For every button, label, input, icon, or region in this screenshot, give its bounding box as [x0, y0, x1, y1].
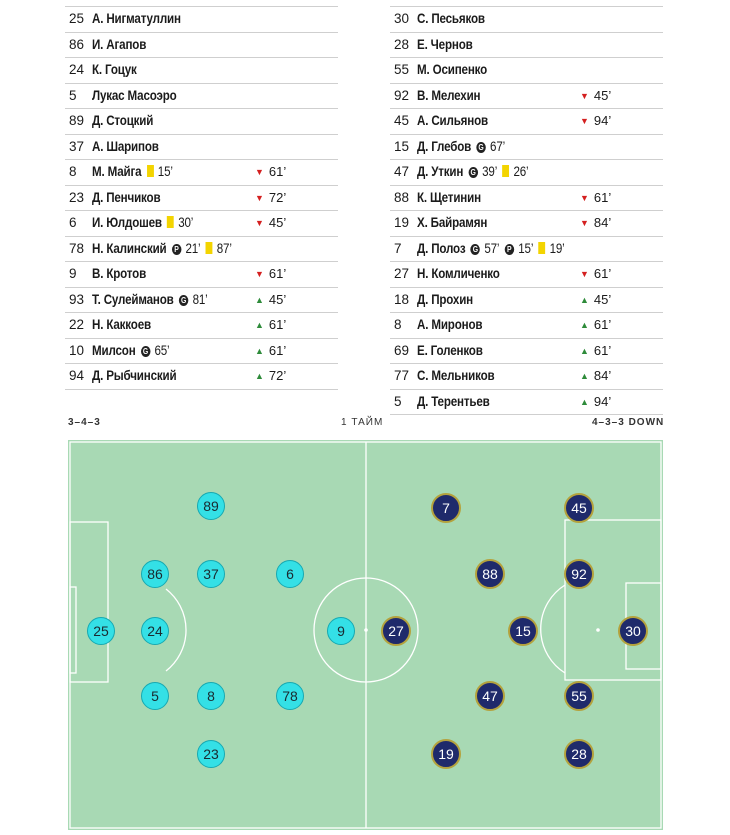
- player-name: М. Осипенко: [417, 62, 488, 77]
- player-number: 18: [394, 291, 410, 307]
- player-number: 37: [69, 138, 85, 154]
- sub-in-arrow-icon: ▲: [255, 320, 264, 330]
- yellow-card-icon: [502, 165, 509, 177]
- event-minute: 30’: [178, 215, 194, 230]
- player-name: А. Сильянов: [417, 113, 489, 128]
- player-number: 45: [394, 113, 410, 128]
- match-event: [147, 160, 173, 184]
- player-number: 23: [69, 189, 85, 205]
- player-row: [390, 57, 663, 83]
- player-row: [390, 134, 663, 160]
- player-number: 5: [394, 393, 402, 409]
- sub-out-arrow-icon: ▼: [255, 269, 264, 279]
- substituted-off: [255, 262, 286, 286]
- substituted-off: [580, 262, 611, 286]
- sub-out-arrow-icon: ▼: [255, 167, 264, 177]
- player-name: Д. Пенчиков: [92, 189, 161, 205]
- player-row: [390, 32, 663, 58]
- goal-icon: G: [468, 167, 477, 178]
- sub-minute: 72’: [268, 189, 287, 205]
- yellow-card-icon: [206, 242, 213, 254]
- event-minute: 26’: [513, 164, 529, 179]
- player-row: [390, 261, 663, 287]
- goal-icon: G: [141, 346, 150, 357]
- home-player-marker: 6: [276, 560, 304, 588]
- left-team-roster: [65, 6, 338, 390]
- player-number: 10: [69, 342, 85, 358]
- player-row: [65, 287, 338, 313]
- player-row: [390, 185, 663, 211]
- home-player-marker: 37: [197, 560, 225, 588]
- player-name: В. Мелехин: [417, 87, 481, 103]
- substituted-off: [580, 109, 611, 133]
- match-event: [471, 237, 500, 261]
- match-event: [538, 237, 564, 261]
- event-minute: 81’: [192, 291, 208, 307]
- player-number: 88: [394, 189, 410, 205]
- player-number: 15: [394, 138, 410, 154]
- sub-out-arrow-icon: ▼: [580, 90, 589, 101]
- player-number: 78: [69, 240, 85, 256]
- event-minute: 65’: [154, 342, 170, 358]
- sub-out-arrow-icon: ▼: [580, 116, 589, 126]
- player-name: Н. Комличенко: [417, 266, 500, 281]
- home-player-marker: 9: [327, 617, 355, 645]
- away-player-marker: 19: [431, 739, 461, 769]
- player-name: Н. Каккоев: [92, 317, 151, 332]
- match-event: [468, 160, 497, 184]
- right-formation-label: 4–3–3 DOWN: [592, 417, 665, 428]
- home-player-marker: 78: [276, 682, 304, 710]
- player-number: 8: [394, 317, 402, 332]
- player-name: Д. Полоз G 57’ P 15’ 19’: [417, 237, 565, 261]
- away-player-marker: 47: [475, 681, 505, 711]
- sub-out-arrow-icon: ▼: [255, 218, 264, 228]
- sub-out-arrow-icon: ▼: [580, 269, 589, 279]
- player-row: [390, 312, 663, 338]
- player-number: 92: [394, 87, 410, 103]
- player-number: 30: [394, 11, 410, 26]
- sub-minute: 61’: [268, 342, 287, 358]
- sub-in-arrow-icon: ▲: [255, 345, 264, 356]
- player-name: Лукас Масоэро: [92, 87, 177, 103]
- yellow-card-icon: [538, 242, 545, 254]
- penalty-goal-icon: P: [172, 244, 181, 255]
- sub-minute: 84’: [593, 215, 612, 230]
- substituted-on: [580, 313, 611, 337]
- left-formation-label: 3–4–3: [68, 417, 101, 428]
- player-row: [65, 185, 338, 211]
- player-row: [65, 159, 338, 185]
- substituted-on: [580, 339, 611, 363]
- player-number: 7: [394, 240, 402, 256]
- event-minute: 19’: [549, 240, 565, 256]
- player-number: 22: [69, 317, 85, 332]
- event-minute: 21’: [185, 240, 201, 256]
- player-row: [65, 338, 338, 364]
- player-number: 25: [69, 11, 85, 26]
- player-name: Д. Стоцкий: [92, 113, 154, 128]
- player-row: [390, 338, 663, 364]
- penalty-goal-icon: P: [504, 244, 513, 255]
- sub-minute: 45’: [268, 215, 287, 230]
- player-number: 93: [69, 291, 85, 307]
- player-name: К. Щетинин: [417, 189, 481, 205]
- player-name: И. Агапов: [92, 36, 147, 52]
- player-number: 24: [69, 62, 85, 77]
- player-row: [390, 210, 663, 236]
- sub-in-arrow-icon: ▲: [580, 294, 589, 305]
- player-row: [390, 83, 663, 109]
- player-number: 94: [69, 368, 85, 383]
- player-row: [390, 159, 663, 185]
- match-event: [179, 288, 208, 312]
- player-row: [65, 261, 338, 287]
- sub-minute: 94’: [593, 113, 612, 128]
- away-player-marker: 7: [431, 493, 461, 523]
- event-minute: 57’: [484, 240, 500, 256]
- player-row: [65, 134, 338, 160]
- substituted-off: [255, 160, 286, 184]
- match-event: [502, 160, 528, 184]
- sub-minute: 45’: [593, 291, 612, 307]
- sub-in-arrow-icon: ▲: [580, 320, 589, 330]
- player-name: М. Майга 15’: [92, 160, 173, 184]
- substituted-on: [580, 390, 611, 414]
- away-player-marker: 15: [508, 616, 538, 646]
- player-name: В. Кротов: [92, 266, 147, 281]
- player-row: [390, 389, 663, 416]
- goal-icon: G: [179, 295, 188, 306]
- sub-minute: 61’: [268, 164, 287, 179]
- player-number: 86: [69, 36, 85, 52]
- player-number: 9: [69, 266, 77, 281]
- player-name: А. Миронов: [417, 317, 483, 332]
- player-number: 69: [394, 342, 410, 358]
- sub-in-arrow-icon: ▲: [580, 371, 589, 381]
- substituted-on: [255, 364, 286, 388]
- player-number: 55: [394, 62, 410, 77]
- away-player-marker: 27: [381, 616, 411, 646]
- sub-minute: 61’: [593, 342, 612, 358]
- away-player-marker: 88: [475, 559, 505, 589]
- substituted-on: [255, 288, 286, 312]
- sub-in-arrow-icon: ▲: [255, 371, 264, 381]
- event-minute: 87’: [216, 240, 232, 256]
- home-player-marker: 24: [141, 617, 169, 645]
- player-row: [65, 363, 338, 390]
- yellow-card-icon: [167, 216, 174, 228]
- player-number: 8: [69, 164, 77, 179]
- player-number: 77: [394, 368, 410, 383]
- player-row: [65, 236, 338, 262]
- player-row: [65, 210, 338, 236]
- player-row: [65, 32, 338, 58]
- event-minute: 39’: [482, 164, 498, 179]
- player-name: С. Песьяков: [417, 11, 485, 26]
- sub-minute: 61’: [268, 317, 287, 332]
- home-player-marker: 89: [197, 492, 225, 520]
- home-player-marker: 86: [141, 560, 169, 588]
- match-event: [476, 135, 505, 159]
- player-name: Е. Голенков: [417, 342, 483, 358]
- player-name: Н. Калинский P 21’ 87’: [92, 237, 232, 261]
- football-pitch: [68, 440, 663, 830]
- player-row: [65, 6, 338, 32]
- sub-out-arrow-icon: ▼: [580, 218, 589, 228]
- player-number: 28: [394, 36, 410, 52]
- player-row: [65, 57, 338, 83]
- player-name: Д. Терентьев: [417, 393, 490, 409]
- away-player-marker: 45: [564, 493, 594, 523]
- substituted-on: [580, 364, 611, 388]
- player-row: [390, 108, 663, 134]
- player-row: [65, 83, 338, 109]
- player-number: 5: [69, 87, 77, 103]
- sub-minute: 72’: [268, 368, 287, 383]
- player-name: Милсон G 65’: [92, 339, 169, 363]
- home-player-marker: 25: [87, 617, 115, 645]
- half-label: 1 ТАЙМ: [341, 417, 384, 428]
- player-row: [390, 236, 663, 262]
- player-number: 19: [394, 215, 410, 230]
- substituted-off: [580, 84, 611, 108]
- home-player-marker: 8: [197, 682, 225, 710]
- away-player-marker: 30: [618, 616, 648, 646]
- player-row: [65, 312, 338, 338]
- match-event: [504, 237, 533, 261]
- sub-in-arrow-icon: ▲: [580, 396, 589, 407]
- sub-minute: 84’: [593, 368, 612, 383]
- sub-minute: 61’: [268, 266, 287, 281]
- home-player-marker: 5: [141, 682, 169, 710]
- sub-out-arrow-icon: ▼: [255, 192, 264, 203]
- player-name: Д. Рыбчинский: [92, 368, 177, 383]
- away-player-marker: 55: [564, 681, 594, 711]
- player-name: И. Юлдошев 30’: [92, 211, 193, 235]
- substituted-on: [255, 339, 286, 363]
- player-row: [390, 287, 663, 313]
- event-minute: 67’: [490, 138, 506, 154]
- sub-minute: 45’: [593, 87, 612, 103]
- sub-minute: 94’: [593, 393, 612, 409]
- substituted-on: [580, 288, 611, 312]
- substituted-off: [580, 186, 611, 210]
- player-name: Д. Уткин G 39’ 26’: [417, 160, 528, 184]
- player-name: К. Гоцук: [92, 62, 137, 77]
- player-row: [65, 108, 338, 134]
- player-name: Х. Байрамян: [417, 215, 488, 230]
- away-player-marker: 92: [564, 559, 594, 589]
- away-player-marker: 28: [564, 739, 594, 769]
- player-name: Д. Прохин: [417, 291, 474, 307]
- substituted-off: [255, 211, 286, 235]
- goal-icon: G: [471, 244, 480, 255]
- player-name: Е. Чернов: [417, 36, 473, 52]
- sub-in-arrow-icon: ▲: [255, 294, 264, 305]
- match-event: [206, 237, 232, 261]
- home-player-marker: 23: [197, 740, 225, 768]
- sub-minute: 61’: [593, 266, 612, 281]
- right-team-roster: [390, 6, 663, 415]
- player-row: [390, 363, 663, 389]
- player-row: [390, 6, 663, 32]
- substituted-on: [255, 313, 286, 337]
- player-name: А. Шарипов: [92, 138, 159, 154]
- event-minute: 15’: [518, 240, 534, 256]
- player-number: 6: [69, 215, 77, 230]
- player-name: С. Мельников: [417, 368, 495, 383]
- player-name: Т. Сулейманов G 81’: [92, 288, 208, 312]
- substituted-off: [580, 211, 611, 235]
- sub-out-arrow-icon: ▼: [580, 192, 589, 203]
- sub-minute: 45’: [268, 291, 287, 307]
- event-minute: 15’: [157, 164, 173, 179]
- match-event: [167, 211, 193, 235]
- player-number: 89: [69, 113, 85, 128]
- goal-icon: G: [476, 142, 485, 153]
- player-name: А. Нигматуллин: [92, 11, 181, 26]
- sub-minute: 61’: [593, 189, 612, 205]
- substituted-off: [255, 186, 286, 210]
- match-event: [141, 339, 170, 363]
- player-number: 47: [394, 164, 410, 179]
- match-event: [172, 237, 201, 261]
- player-number: 27: [394, 266, 410, 281]
- sub-minute: 61’: [593, 317, 612, 332]
- yellow-card-icon: [147, 165, 154, 177]
- player-name: Д. Глебов G 67’: [417, 135, 505, 159]
- sub-in-arrow-icon: ▲: [580, 345, 589, 356]
